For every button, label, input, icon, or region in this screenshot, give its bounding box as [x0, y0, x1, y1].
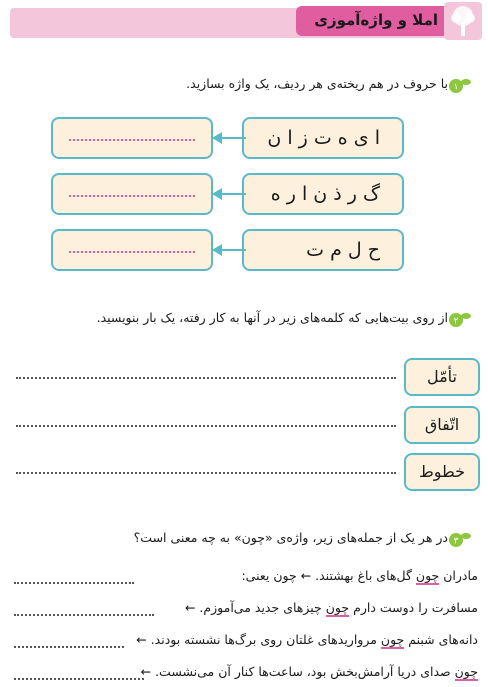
- answer-box-1[interactable]: [51, 117, 213, 159]
- section2-instruction: از روی بیت‌هایی که کلمه‌های زیر در آنها به کار رفته، یک بار بنویسید.: [96, 310, 448, 325]
- sentence-text: گل‌های باغ بهشتند. ← چون یعنی:: [241, 568, 416, 583]
- svg-text:۳: ۳: [453, 536, 459, 547]
- leaf-badge-icon: [446, 310, 474, 328]
- answer-dotted-line: [69, 251, 195, 253]
- highlighted-word: چون: [415, 568, 440, 583]
- highlighted-word: چون: [325, 600, 350, 615]
- answer-box-2[interactable]: [51, 173, 213, 215]
- section3-instruction: در هر یک از جمله‌های زیر، واژه‌ی «چون» به چه معنی است؟: [133, 530, 448, 545]
- sentence-2: [185, 600, 478, 615]
- write-line-2[interactable]: [16, 425, 396, 427]
- svg-text:۱: ۱: [453, 82, 459, 93]
- sentence-text: دانه‌های شبنم: [404, 632, 478, 647]
- answer-line-4[interactable]: [14, 678, 144, 680]
- sentence-text: مرواریدهای غلتان روی برگ‌ها نشسته بودند. ←: [136, 632, 381, 647]
- write-line-1[interactable]: [16, 377, 396, 379]
- word-box-1: [404, 358, 480, 396]
- word-box-2: [404, 406, 480, 444]
- sentence-4: [141, 664, 478, 679]
- letters-box-1: [242, 117, 404, 159]
- sentence-text: مادران: [439, 568, 478, 583]
- arrow-left-icon: [212, 131, 246, 145]
- letters-box-2: [242, 173, 404, 215]
- letters-text: ح ل م ت: [306, 239, 380, 261]
- leaf-badge-icon: [446, 530, 474, 548]
- svg-text:۲: ۲: [453, 316, 459, 327]
- leaf-badge-icon: [446, 76, 474, 94]
- answer-line-1[interactable]: [14, 582, 134, 584]
- lesson-header: [10, 2, 482, 40]
- section1-instruction: با حروف در هم ریخته‌ی هر ردیف، یک واژه بسازید.: [186, 76, 448, 91]
- sentence-text: چیزهای جدید می‌آموزم. ←: [184, 600, 326, 615]
- letters-box-3: [242, 229, 404, 271]
- word-text: اتّفاق: [424, 415, 460, 434]
- sentence-3: [136, 632, 478, 647]
- answer-line-3[interactable]: [14, 646, 124, 648]
- answer-dotted-line: [69, 139, 195, 141]
- answer-box-3[interactable]: [51, 229, 213, 271]
- answer-line-2[interactable]: [14, 614, 154, 616]
- tree-icon: [444, 2, 482, 40]
- sentence-text: صدای دریا آرامش‌بخش بود، ساعت‌ها کنار آن می‌نشست. ←: [140, 664, 455, 679]
- answer-dotted-line: [69, 195, 195, 197]
- letters-text: ا ی ه ت ز ا ن: [267, 127, 380, 149]
- write-line-3[interactable]: [16, 472, 396, 474]
- highlighted-word: چون: [380, 632, 405, 647]
- highlighted-word: چون: [454, 664, 478, 679]
- word-text: تأمّل: [426, 367, 457, 386]
- arrow-left-icon: [212, 243, 246, 257]
- letters-text: گ ر ذ ن ا ر ه: [270, 183, 380, 205]
- page-title: املا و واژه‌آموزی: [314, 11, 438, 29]
- sentence-text: مسافرت را دوست دارم: [349, 600, 478, 615]
- word-box-3: [404, 453, 480, 491]
- word-text: خطوط: [418, 462, 466, 481]
- arrow-left-icon: [212, 187, 246, 201]
- sentence-1: [241, 568, 478, 583]
